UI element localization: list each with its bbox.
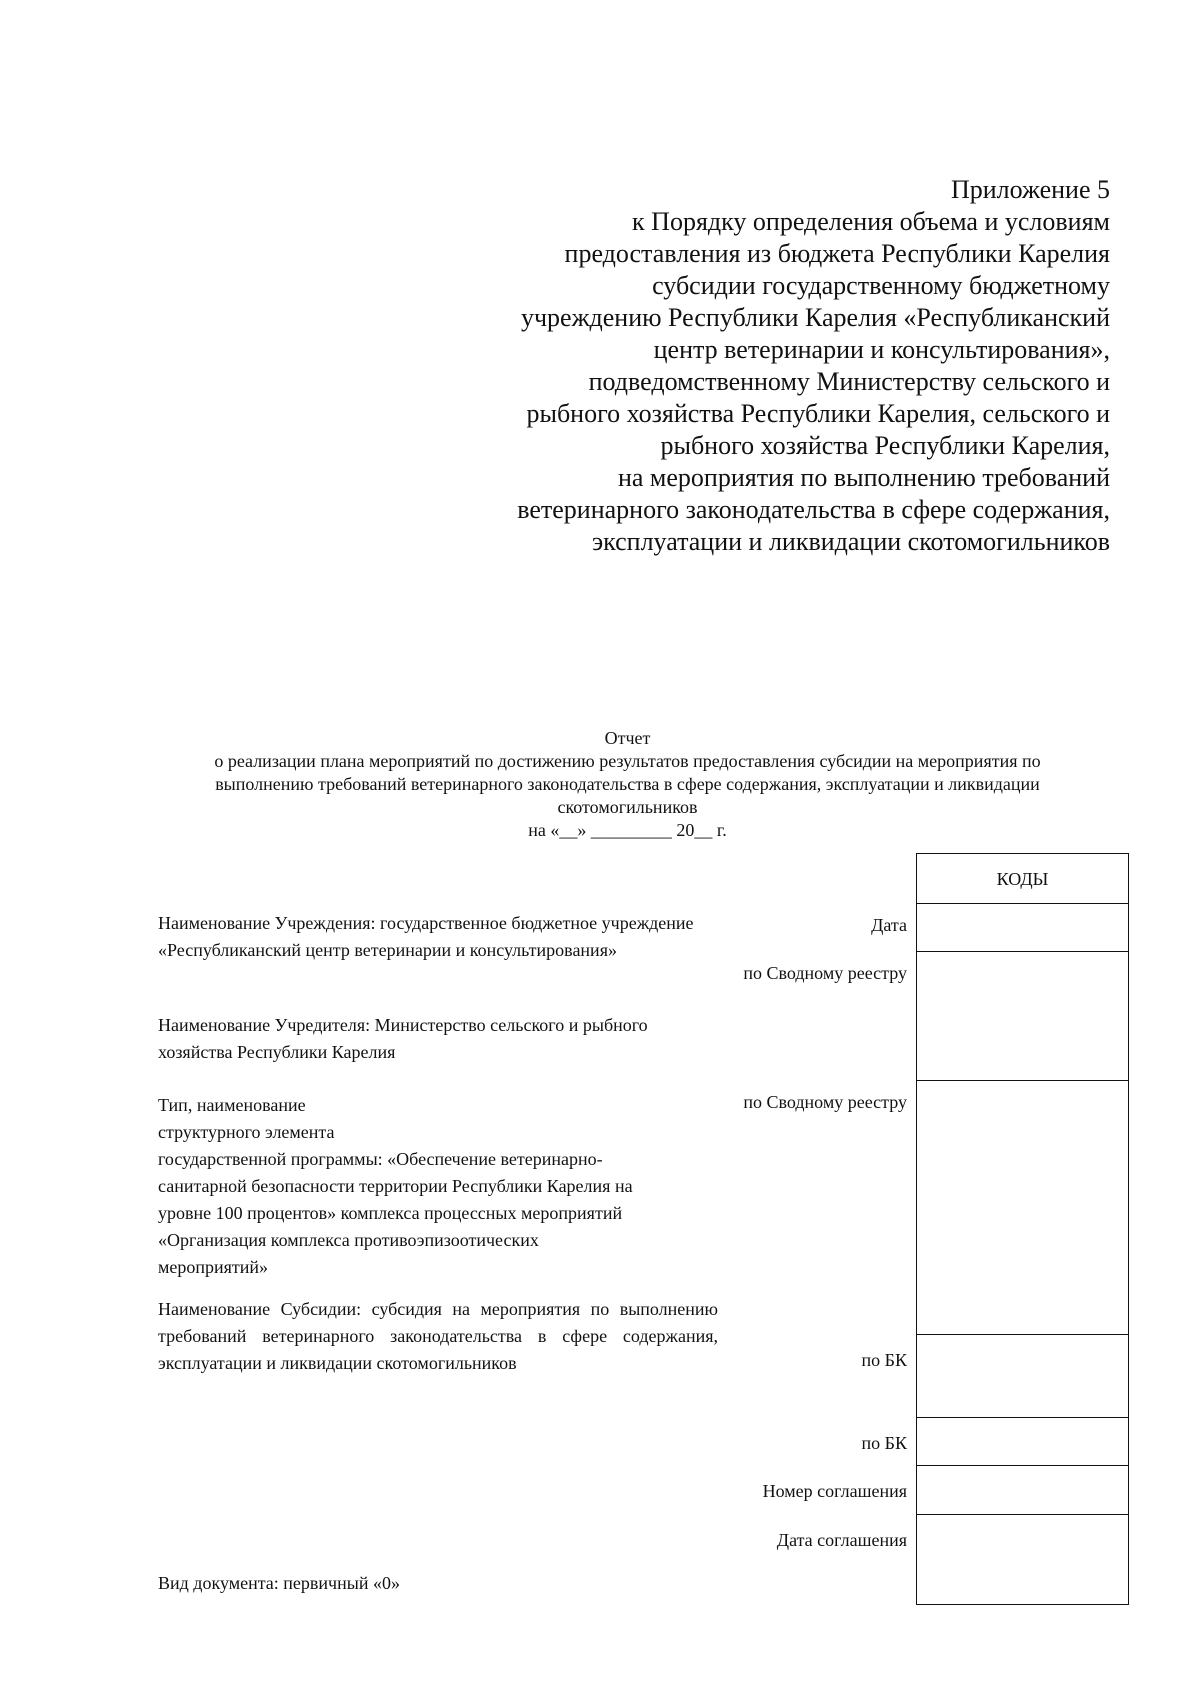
code-label-date: Дата [871,915,907,935]
report-subtitle-line: о реализации плана мероприятий по достижению результатов предоставления субсидии на мероприятия по [214,751,1041,771]
codes-row-divider [917,1417,1128,1418]
subsidy-name: Наименование Субсидии: субсидия на мероприятия по выполнению требований ветеринарного законодательства в сфере содержания, эксплуатации и ликвидации скотомогильников [158,1299,718,1373]
appendix-line: ветеринарного законодательства в сфере содержания, [517,495,1110,524]
founder-name: Наименование Учредителя: Министерство сельского и рыбного хозяйства Республики Карелия [158,1015,648,1062]
appendix-line: к Порядку определения объема и условиям [632,207,1110,236]
code-label-agreement-number: Номер соглашения [762,1481,907,1501]
appendix-line: рыбного хозяйства Республики Карелия, сельского и [526,399,1110,428]
report-date-line: на «__» _________ 20__ г. [528,820,727,840]
program-line: «Организация комплекса противоэпизоотических [158,1230,539,1250]
appendix-header [350,174,1110,558]
program-line: санитарной безопасности территории Республики Карелия на [158,1176,633,1196]
report-subtitle-line: выполнению требований ветеринарного законодательства в сфере содержания, эксплуатации и ликвидации [215,774,1040,794]
codes-row-divider [917,1465,1128,1466]
appendix-line: субсидии государственному бюджетному [652,271,1110,300]
codes-row-divider [917,903,1128,904]
code-label-bk: по БК [861,1350,907,1370]
appendix-title: Приложение 5 [950,175,1110,204]
appendix-line: предоставления из бюджета Республики Карелия [564,239,1110,268]
appendix-line: на мероприятия по выполнению требований [617,463,1110,492]
program-line: структурного элемента [158,1122,335,1142]
code-label-agreement-date: Дата соглашения [776,1530,907,1550]
appendix-line: рыбного хозяйства Республики Карелия, [660,431,1110,460]
codes-row-divider [917,1514,1128,1515]
program-line: мероприятий» [158,1257,269,1277]
code-label-registry: по Сводному реестру [743,1092,907,1112]
document-kind: Вид документа: первичный «0» [158,1573,400,1593]
codes-table [916,853,1129,1605]
codes-row-divider [917,1080,1128,1081]
codes-row-divider [917,1334,1128,1335]
report-title: Отчет [604,728,651,748]
report-subtitle-line: скотомогильников [557,797,698,817]
institution-name: Наименование Учреждения: государственное бюджетное учреждение «Республиканский центр ветеринарии и консультирования» [158,913,694,960]
appendix-line: учреждению Республики Карелия «Республиканский [520,303,1110,332]
code-label-bk: по БК [861,1433,907,1453]
program-line: государственной программы: «Обеспечение ветеринарно- [158,1149,603,1169]
report-heading [150,727,1105,842]
program-line: уровне 100 процентов» комплекса процессных мероприятий [158,1203,623,1223]
codes-header: КОДЫ [996,868,1049,889]
program-line: Тип, наименование [158,1095,306,1115]
appendix-line: центр ветеринарии и консультирования», [653,335,1110,364]
code-label-registry: по Сводному реестру [743,963,907,983]
appendix-line: эксплуатации и ликвидации скотомогильников [591,527,1110,556]
appendix-line: подведомственному Министерству сельского и [588,367,1110,396]
codes-row-divider [917,951,1128,952]
program-element [158,1092,718,1281]
